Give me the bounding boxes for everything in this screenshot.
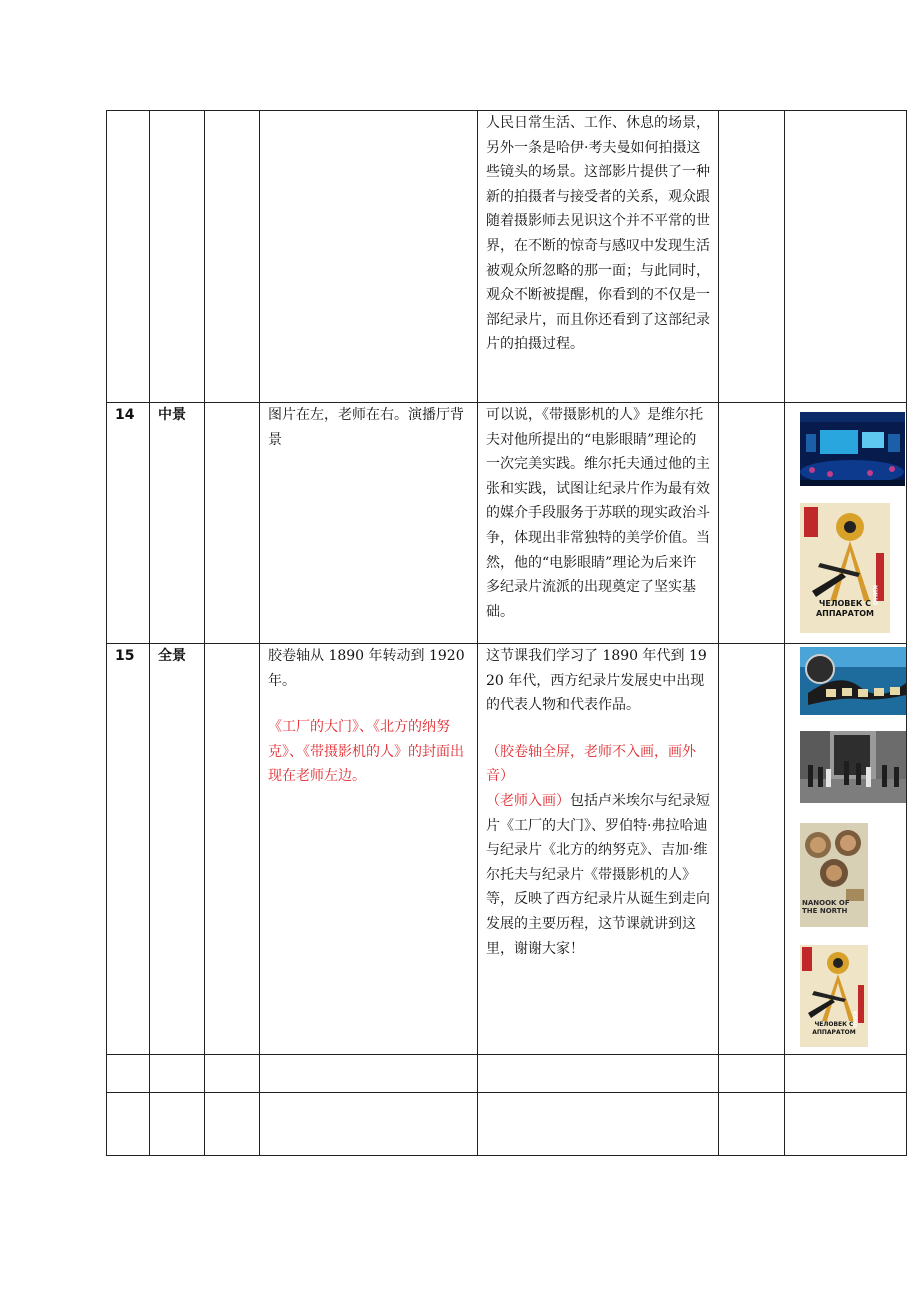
empty-cell	[205, 1093, 260, 1156]
empty-cell	[107, 1055, 150, 1093]
nanook-of-the-north-poster	[800, 823, 868, 927]
poster-title: NANOOK OF THE NORTH	[802, 899, 850, 915]
blank-cell	[205, 403, 260, 644]
empty-cell	[260, 1093, 478, 1156]
shot-type-cell	[150, 111, 205, 403]
narration-text: 人民日常生活、工作、休息的场景，另外一条是哈伊·考夫曼如何拍摄这些镜头的场景。这部影片提供了一种新的拍摄者与接受者的关系，观众跟随着摄影师去见识这个并不平常的世界，在不断的惊奇与感叹中发现生活被观众所忽略的那一面；与此同时，观众不断被提醒，你看到的不仅是一部纪录片，而且你还看到了这部纪录片的拍摄过程。	[486, 115, 710, 353]
narration-note-red: （老师入画）	[486, 792, 570, 809]
blank-cell	[719, 111, 785, 403]
narration-text: 可以说，《带摄影机的人》是维尔托夫对他所提出的“电影眼睛”理论的一次完美实践。维尔托夫通过他的主张和实践，试图让纪录片作为最有效的媒介手段服务于苏联的现实政治斗争，体现出非常独特的美学价值。当然，他的“电影眼睛”理论为后来许多纪录片流派的出现奠定了坚实基础。	[486, 407, 710, 620]
table-row-empty	[107, 1055, 907, 1093]
blank-cell	[719, 644, 785, 1055]
empty-cell	[785, 1055, 907, 1093]
man-with-movie-camera-poster	[800, 945, 868, 1047]
empty-cell	[150, 1055, 205, 1093]
poster-kino-label: КИНО	[851, 1011, 857, 1028]
poster-title: ЧЕЛОВЕК С АППАРАТОМ	[812, 1021, 856, 1036]
narration-note-red: （胶卷轴全屏，老师不入画，画外音）	[486, 743, 696, 785]
empty-cell	[785, 1093, 907, 1156]
visual-text: 胶卷轴从 1890 年转动到 1920 年。	[268, 648, 465, 689]
shot-number-cell: 14	[107, 403, 150, 644]
narration-cell	[478, 111, 719, 403]
narration-text	[486, 789, 710, 961]
image-cell	[785, 644, 907, 1055]
image-cell	[785, 403, 907, 644]
empty-cell	[150, 1093, 205, 1156]
factory-gate-image	[800, 731, 906, 803]
table-row-15	[107, 644, 907, 1055]
visual-cell	[260, 111, 478, 403]
visual-text-red: 《工厂的大门》、《北方的纳努克》、《带摄影机的人》的封面出现在老师左边。	[268, 719, 464, 785]
narration-cell	[478, 403, 719, 644]
visual-cell	[260, 403, 478, 644]
shot-type-cell: 中景	[150, 403, 205, 644]
poster-title: ЧЕЛОВЕК С АППАРАТОМ	[815, 599, 875, 618]
visual-cell	[260, 644, 478, 1055]
film-reel-image	[800, 647, 906, 715]
narration-body: 包括卢米埃尔与纪录短片《工厂的大门》、罗伯特·弗拉哈迪与纪录片《北方的纳努克》、吉加·维尔托夫与纪录片《带摄影机的人》等，反映了西方纪录片从诞生到走向发展的主要历程，这节课就讲到这里，谢谢大家！	[486, 792, 710, 957]
blank-cell	[205, 111, 260, 403]
narration-text: 这节课我们学习了 1890 年代到 1920 年代，西方纪录片发展史中出现的代表人物和代表作品。	[486, 648, 707, 714]
table-row-14	[107, 403, 907, 644]
shooting-script-table	[106, 110, 907, 1156]
empty-cell	[260, 1055, 478, 1093]
poster-kino-label: КИНО	[871, 585, 878, 606]
image-cell	[785, 111, 907, 403]
narration-cell	[478, 644, 719, 1055]
empty-cell	[478, 1093, 719, 1156]
shot-type-cell: 全景	[150, 644, 205, 1055]
empty-cell	[107, 1093, 150, 1156]
blank-cell	[205, 644, 260, 1055]
studio-stage-image	[800, 412, 905, 486]
empty-cell	[719, 1055, 785, 1093]
shot-number-cell: 15	[107, 644, 150, 1055]
empty-cell	[478, 1055, 719, 1093]
empty-cell	[205, 1055, 260, 1093]
shot-number-cell	[107, 111, 150, 403]
blank-cell	[719, 403, 785, 644]
empty-cell	[719, 1093, 785, 1156]
table-row-empty	[107, 1093, 907, 1156]
visual-text: 图片在左，老师在右。演播厅背景	[268, 407, 464, 448]
man-with-movie-camera-poster	[800, 503, 890, 633]
table-row-continued	[107, 111, 907, 403]
